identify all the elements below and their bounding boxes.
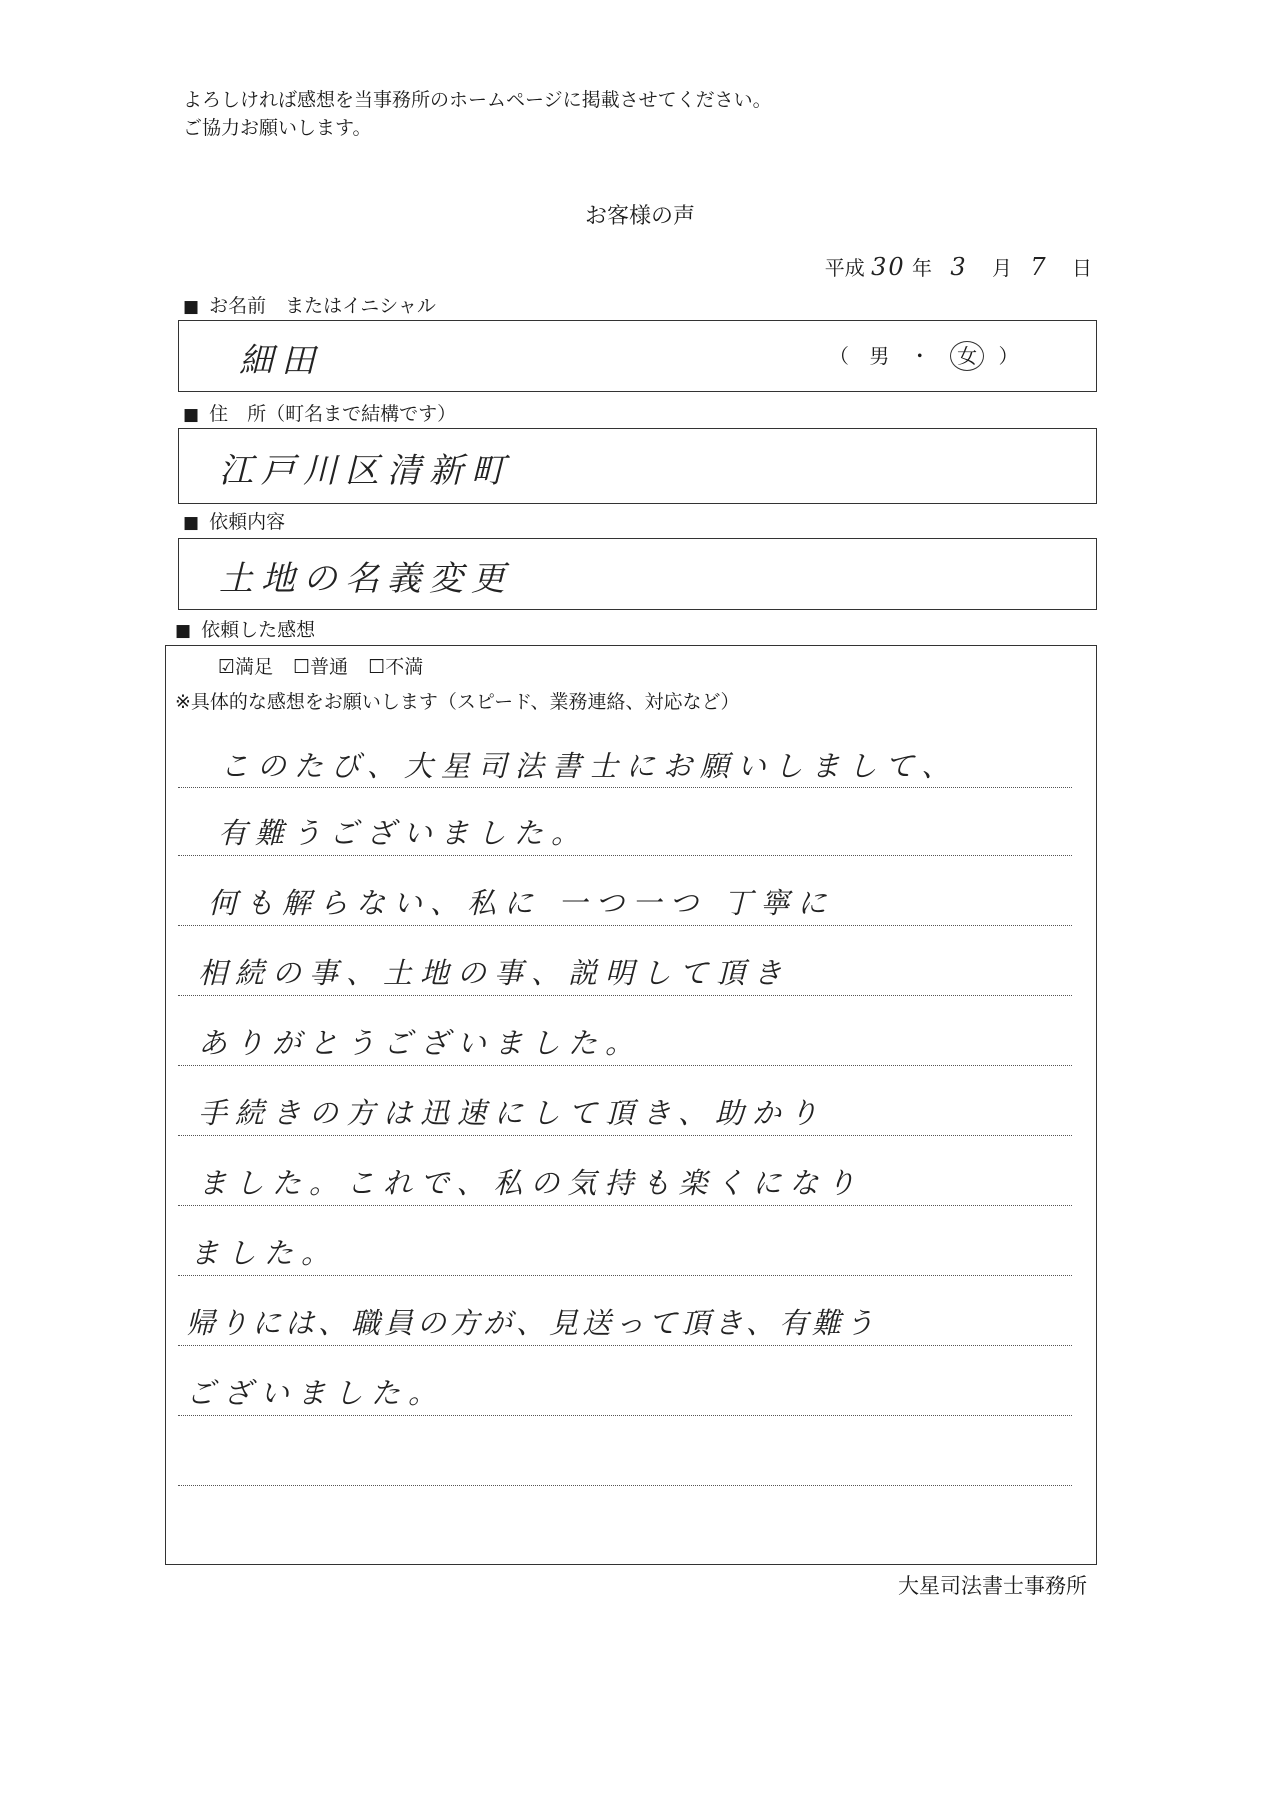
gender-male: 男 <box>869 344 890 368</box>
ruled-line <box>178 1345 1072 1346</box>
ruled-line <box>178 855 1072 856</box>
impression-line: ました。これで、私の気持も楽くになり <box>198 1166 864 1200</box>
date-year: 30 <box>871 253 906 281</box>
request-field <box>178 538 1097 610</box>
ruled-line <box>178 787 1072 788</box>
address-section-label: ■ 住 所（町名まで結構です） <box>183 400 456 429</box>
address-value: 江戸川区清新町 <box>219 451 513 491</box>
office-name: 大星司法書士事務所 <box>898 1574 1087 1598</box>
rating-normal: 普通 <box>310 656 349 678</box>
page-title: お客様の声 <box>584 204 695 229</box>
gender-sep: ・ <box>909 344 930 368</box>
ruled-line <box>178 1205 1072 1206</box>
intro-line-1: よろしければ感想を当事務所のホームページに掲載させてください。 <box>183 89 772 111</box>
date-era: 平成 <box>824 256 865 280</box>
impression-section-label: ■ 依頼した感想 <box>175 616 315 645</box>
checkbox-empty-icon[interactable]: ☐ <box>368 656 386 678</box>
ruled-line <box>178 1415 1072 1416</box>
gender-open: （ <box>829 344 849 368</box>
impression-line: このたび、大星司法書士にお願いしまして、 <box>220 749 959 783</box>
rating-unsatisfied: 不満 <box>385 656 424 678</box>
name-value: 細田 <box>239 341 323 381</box>
impression-line: 帰りには、職員の方が、見送って頂き、有難う <box>186 1306 878 1340</box>
request-value: 土地の名義変更 <box>219 559 513 599</box>
ruled-line <box>178 1065 1072 1066</box>
gender-selector <box>829 341 1018 371</box>
impression-line: ました。 <box>190 1236 339 1270</box>
name-section-label: ■ お名前 またはイニシャル <box>183 292 436 321</box>
ruled-line <box>178 1275 1072 1276</box>
date-day-label: 日 <box>1072 256 1092 280</box>
date-month-label: 月 <box>992 256 1012 280</box>
impression-line: ございました。 <box>186 1376 446 1410</box>
impression-prompt: ※具体的な感想をお願いします（スピード、業務連絡、対応など） <box>175 691 740 713</box>
date-year-label: 年 <box>912 256 932 280</box>
address-field <box>178 428 1097 504</box>
impression-line: 何も解らない、私に 一つ一つ 丁寧に <box>208 886 835 920</box>
rating-satisfied: 満足 <box>235 656 274 678</box>
ruled-line <box>178 1485 1072 1486</box>
rating-options <box>218 653 423 681</box>
impression-line: 手続きの方は迅速にして頂き、助かり <box>198 1096 826 1130</box>
date-month: 3 <box>950 253 974 281</box>
date-day: 7 <box>1030 253 1054 281</box>
ruled-line <box>178 925 1072 926</box>
request-section-label: ■ 依頼内容 <box>183 508 285 537</box>
gender-female: 女 <box>950 341 984 371</box>
ruled-line <box>178 1135 1072 1136</box>
name-field <box>178 320 1097 392</box>
date <box>825 253 1092 282</box>
impression-line: 有難うございました。 <box>218 816 589 850</box>
ruled-line <box>178 995 1072 996</box>
checkbox-checked-icon[interactable]: ☑ <box>218 656 236 678</box>
intro-line-2: ご協力お願いします。 <box>183 117 372 139</box>
impression-line: 相続の事、土地の事、説明して頂き <box>198 956 791 990</box>
impression-line: ありがとうございました。 <box>198 1026 643 1060</box>
gender-close: ） <box>998 344 1019 368</box>
checkbox-empty-icon[interactable]: ☐ <box>293 656 311 678</box>
